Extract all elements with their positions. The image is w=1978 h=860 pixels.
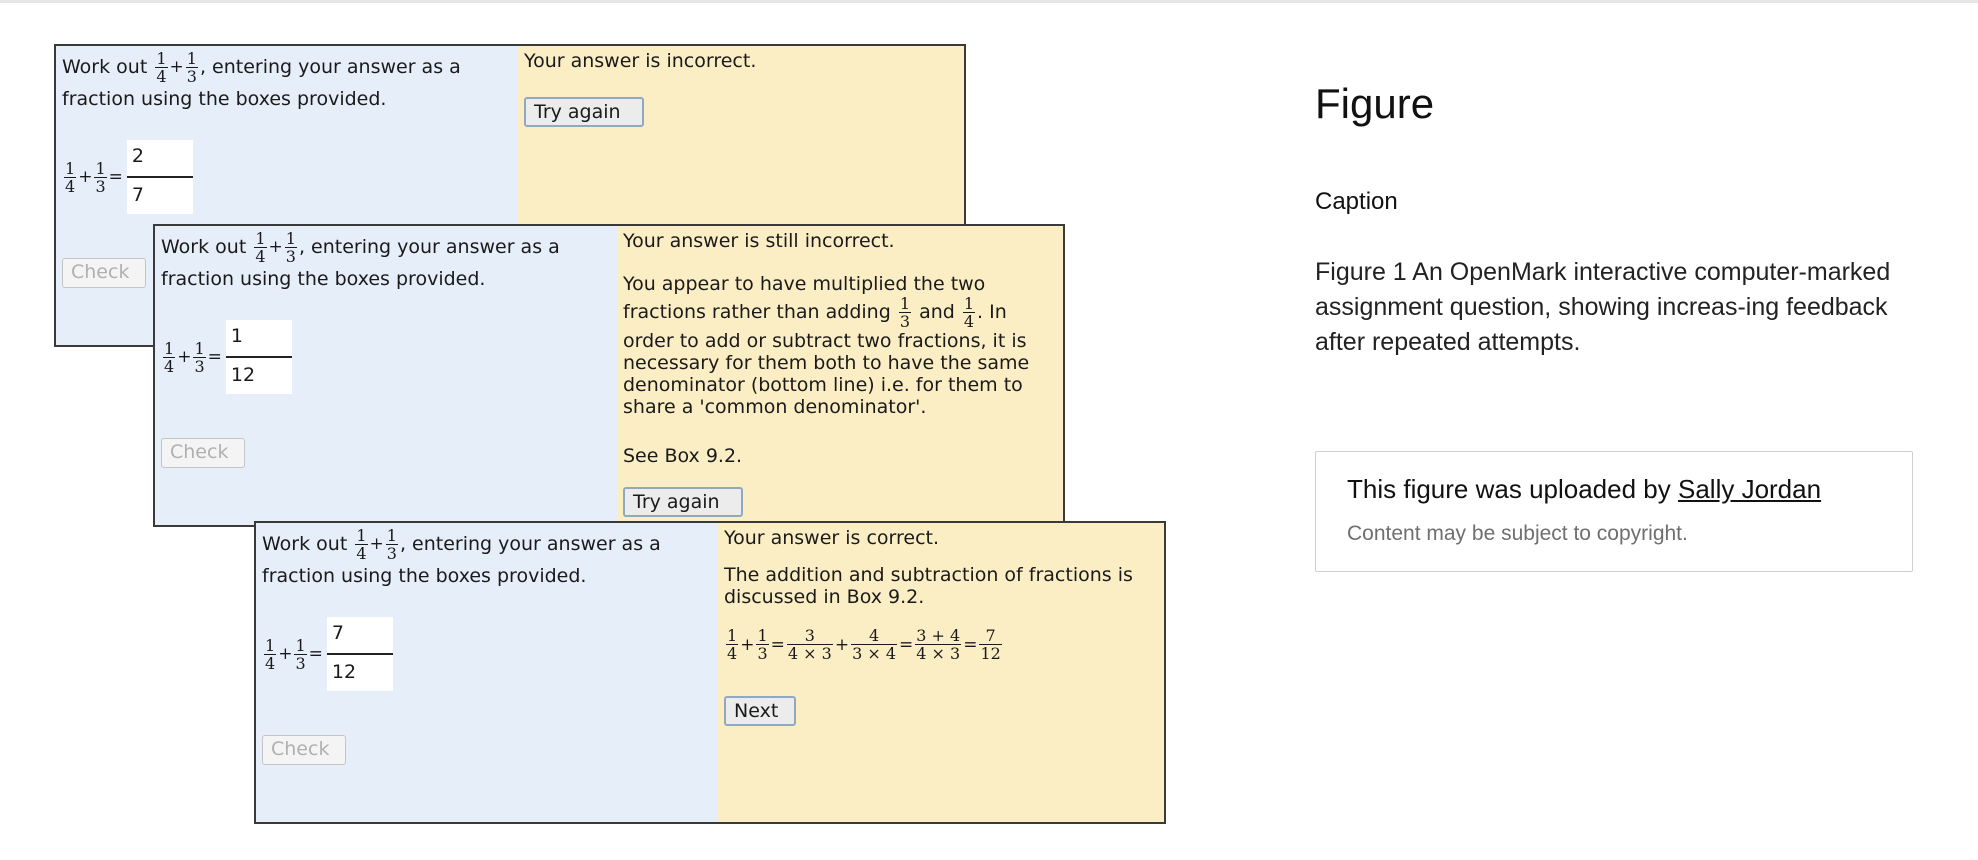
fraction-a: $\frac{1}{4}$ <box>65 158 76 196</box>
feedback-area <box>617 226 1063 525</box>
upload-info-card <box>1315 451 1913 572</box>
next-button[interactable]: Next <box>724 696 796 726</box>
caption-text: Figure 1 An OpenMark interactive computer-marked assignment question, showing increas-ing feedback after repeated attempts. <box>1315 258 1891 356</box>
feedback-status: Your answer is still incorrect. <box>623 230 895 252</box>
question-text: Work out $\frac{1}{4}$ + $\frac{1}{3}$ , entering your answer as a fraction using the boxes provided. <box>161 229 560 290</box>
worked-term-2: $\frac{4}{3 \times 4}$ <box>852 626 896 663</box>
upload-prefix: This figure was uploaded by <box>1347 474 1671 504</box>
fraction-b: $\frac{1}{3}$ <box>757 626 768 663</box>
question-text <box>62 50 512 114</box>
prompt-suffix: , entering your answer as a fraction using the boxes provided. <box>62 56 461 110</box>
caption-label: Caption <box>1315 188 1398 215</box>
question-area <box>155 226 617 525</box>
fraction-b: $\frac{1}{3}$ <box>295 635 306 673</box>
fraction-a: $\frac{1}{4}$ <box>963 294 975 331</box>
fraction-bar <box>226 356 292 358</box>
denominator-input[interactable]: 12 <box>230 364 256 386</box>
numerator-input[interactable]: 7 <box>331 622 344 644</box>
check-button[interactable]: Check <box>161 438 245 468</box>
fraction-b: $\frac{1}{3}$ <box>899 294 911 331</box>
fraction-a: $\frac{1}{4}$ <box>156 49 167 86</box>
plus-sign: + <box>169 57 184 77</box>
check-button[interactable]: Check <box>62 258 146 288</box>
fraction-a: $\frac{1}{4}$ <box>255 229 266 266</box>
upload-line <box>1347 474 1821 505</box>
top-divider <box>0 0 1978 3</box>
question-area <box>256 523 718 822</box>
feedback-hint: You appear to have multiplied the two fractions rather than adding $\frac{1}{3}$ and $\frac{1}{4}$ . In order to add or subtract two fractions, it is necessary for them both to have the same denominator (bottom line) i.e. for them to share a 'common denominator'. <box>623 273 1030 418</box>
question-panel-attempt-2 <box>153 224 1065 527</box>
fraction-bar <box>127 176 193 178</box>
answer-equation: $\frac{1}{4}$ + $\frac{1}{3}$ = 1 12 <box>161 320 292 394</box>
prompt-prefix: Work out <box>62 56 148 78</box>
fraction-a: $\frac{1}{4}$ <box>356 526 367 563</box>
try-again-button[interactable]: Try again <box>623 487 743 517</box>
try-again-button[interactable]: Try again <box>524 97 644 127</box>
fraction-b: $\frac{1}{3}$ <box>186 49 197 86</box>
worked-result: $\frac{7}{12}$ <box>980 626 1001 663</box>
figure-heading: Figure <box>1315 80 1435 127</box>
answer-fraction-input <box>226 320 292 394</box>
worked-term-1: $\frac{3}{4 \times 3}$ <box>787 626 832 663</box>
fraction-a: $\frac{1}{4}$ <box>727 626 738 663</box>
feedback-status: Your answer is incorrect. <box>524 50 757 72</box>
question-text: Work out $\frac{1}{4}$ + $\frac{1}{3}$ , entering your answer as a fraction using the boxes provided. <box>262 526 661 587</box>
feedback-explanation: The addition and subtraction of fractions is discussed in Box 9.2. <box>724 564 1133 608</box>
fraction-bar <box>327 653 393 655</box>
fraction-b: $\frac{1}{3}$ <box>285 229 296 266</box>
worked-term-3: $\frac{3 + 4}{4 \times 3}$ <box>916 626 961 663</box>
answer-equation: $\frac{1}{4}$ + $\frac{1}{3}$ = 2 7 <box>62 140 193 214</box>
fraction-b: $\frac{1}{3}$ <box>386 526 397 563</box>
box-reference: See Box 9.2. <box>623 445 743 467</box>
check-button[interactable]: Check <box>262 735 346 765</box>
uploader-link[interactable]: Sally Jordan <box>1677 474 1822 504</box>
feedback-area <box>718 523 1164 822</box>
feedback-status: Your answer is correct. <box>724 527 940 549</box>
denominator-input[interactable]: 7 <box>131 184 144 206</box>
fraction-b: $\frac{1}{3}$ <box>95 158 106 196</box>
denominator-input[interactable]: 12 <box>331 661 357 683</box>
copyright-note: Content may be subject to copyright. <box>1347 522 1688 545</box>
fraction-b: $\frac{1}{3}$ <box>194 338 205 376</box>
numerator-input[interactable]: 2 <box>131 145 144 167</box>
fraction-a: $\frac{1}{4}$ <box>265 635 276 673</box>
question-panel-attempt-3 <box>254 521 1166 824</box>
worked-solution: $\frac{1}{4}$ + $\frac{1}{3}$ = $\frac{3}{4 \times 3}$ + $\frac{4}{3 \times 4}$ = $\frac{3 + 4}{4 \times 3}$ = $\frac{7}{12}$ <box>727 626 1001 663</box>
fraction-a: $\frac{1}{4}$ <box>164 338 175 376</box>
answer-fraction-input <box>327 617 393 691</box>
answer-fraction-input <box>127 140 193 214</box>
answer-equation: $\frac{1}{4}$ + $\frac{1}{3}$ = 7 12 <box>262 617 393 691</box>
numerator-input[interactable]: 1 <box>230 325 243 347</box>
